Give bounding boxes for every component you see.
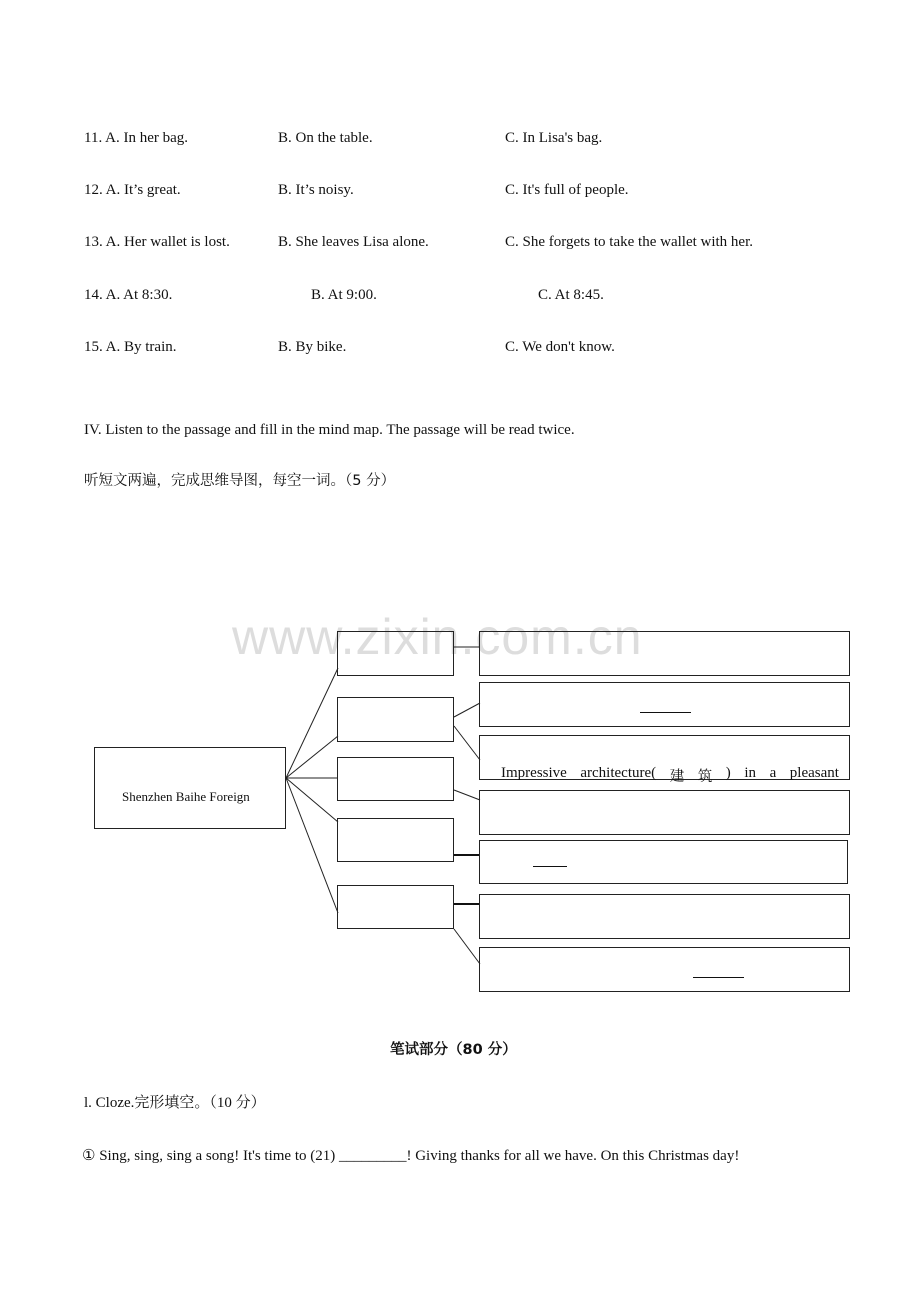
mind-map-category-box-3 (337, 757, 454, 801)
mind-map-category-box-5 (337, 885, 454, 929)
mind-map-detail-box-5 (479, 840, 848, 884)
question-15-option-a: 15. A. By train. (84, 339, 177, 355)
cloze-heading: l. Cloze.完形填空。（10 分） (84, 1095, 266, 1111)
question-14-option-b: B. At 9:00. (311, 287, 377, 303)
mind-map-category-box-4 (337, 818, 454, 862)
question-11-option-b: B. On the table. (278, 130, 373, 146)
cloze-line-1: ① Sing, sing, sing a song! It's time to (21) _________! Giving thanks for all we have. On this Christmas day! (82, 1148, 740, 1164)
question-15-option-b: B. By bike. (278, 339, 347, 355)
answer-blank (693, 977, 744, 978)
question-12-option-b: B. It’s noisy. (278, 182, 354, 198)
question-13-option-b: B. She leaves Lisa alone. (278, 234, 429, 250)
mind-map-detail-box-2 (479, 682, 850, 727)
detail-word: 筑 (697, 769, 713, 785)
detail-word: a (769, 765, 777, 781)
detail-word: pleasant (789, 765, 839, 781)
mind-map-detail-box-4 (479, 790, 850, 835)
question-11-option-a: 11. A. In her bag. (84, 130, 189, 146)
answer-blank (640, 712, 691, 713)
mind-map-detail-box-3 (479, 735, 850, 785)
detail-word: ) (725, 765, 731, 781)
mind-map-detail-text (501, 765, 839, 786)
answer-blank (533, 866, 567, 867)
mind-map-detail-box-7 (479, 947, 850, 992)
watermark: www.zixin.com.cn (232, 609, 643, 665)
question-11-option-c: C. In Lisa's bag. (505, 130, 603, 146)
detail-word: Impressive (501, 765, 567, 781)
mind-map-center-label: Shenzhen Baihe Foreign (122, 789, 250, 804)
question-15-option-c: C. We don't know. (505, 339, 615, 355)
question-13-option-a: 13. A. Her wallet is lost. (84, 234, 230, 250)
question-12-option-c: C. It's full of people. (505, 182, 629, 198)
mind-map-detail-box-1 (479, 631, 850, 676)
question-14-option-c: C. At 8:45. (538, 287, 604, 303)
mind-map-category-box-2 (337, 697, 454, 742)
detail-word: 建 (669, 769, 685, 785)
written-part-title: 笔试部分（80 分） (390, 1042, 517, 1058)
mind-map-detail-box-6 (479, 894, 850, 939)
detail-word: in (744, 765, 757, 781)
mind-map-category-box-1 (337, 631, 454, 676)
mind-map-center-box (94, 747, 286, 829)
section-iv-instruction-cn: 听短文两遍，完成思维导图，每空一词。（5 分） (84, 473, 396, 489)
section-iv-instruction: IV. Listen to the passage and fill in the mind map. The passage will be read twice. (84, 422, 575, 438)
detail-word: architecture( (580, 765, 657, 781)
question-14-option-a: 14. A. At 8:30. (84, 287, 173, 303)
question-12-option-a: 12. A. It’s great. (84, 182, 181, 198)
question-13-option-c: C. She forgets to take the wallet with her. (505, 234, 754, 250)
